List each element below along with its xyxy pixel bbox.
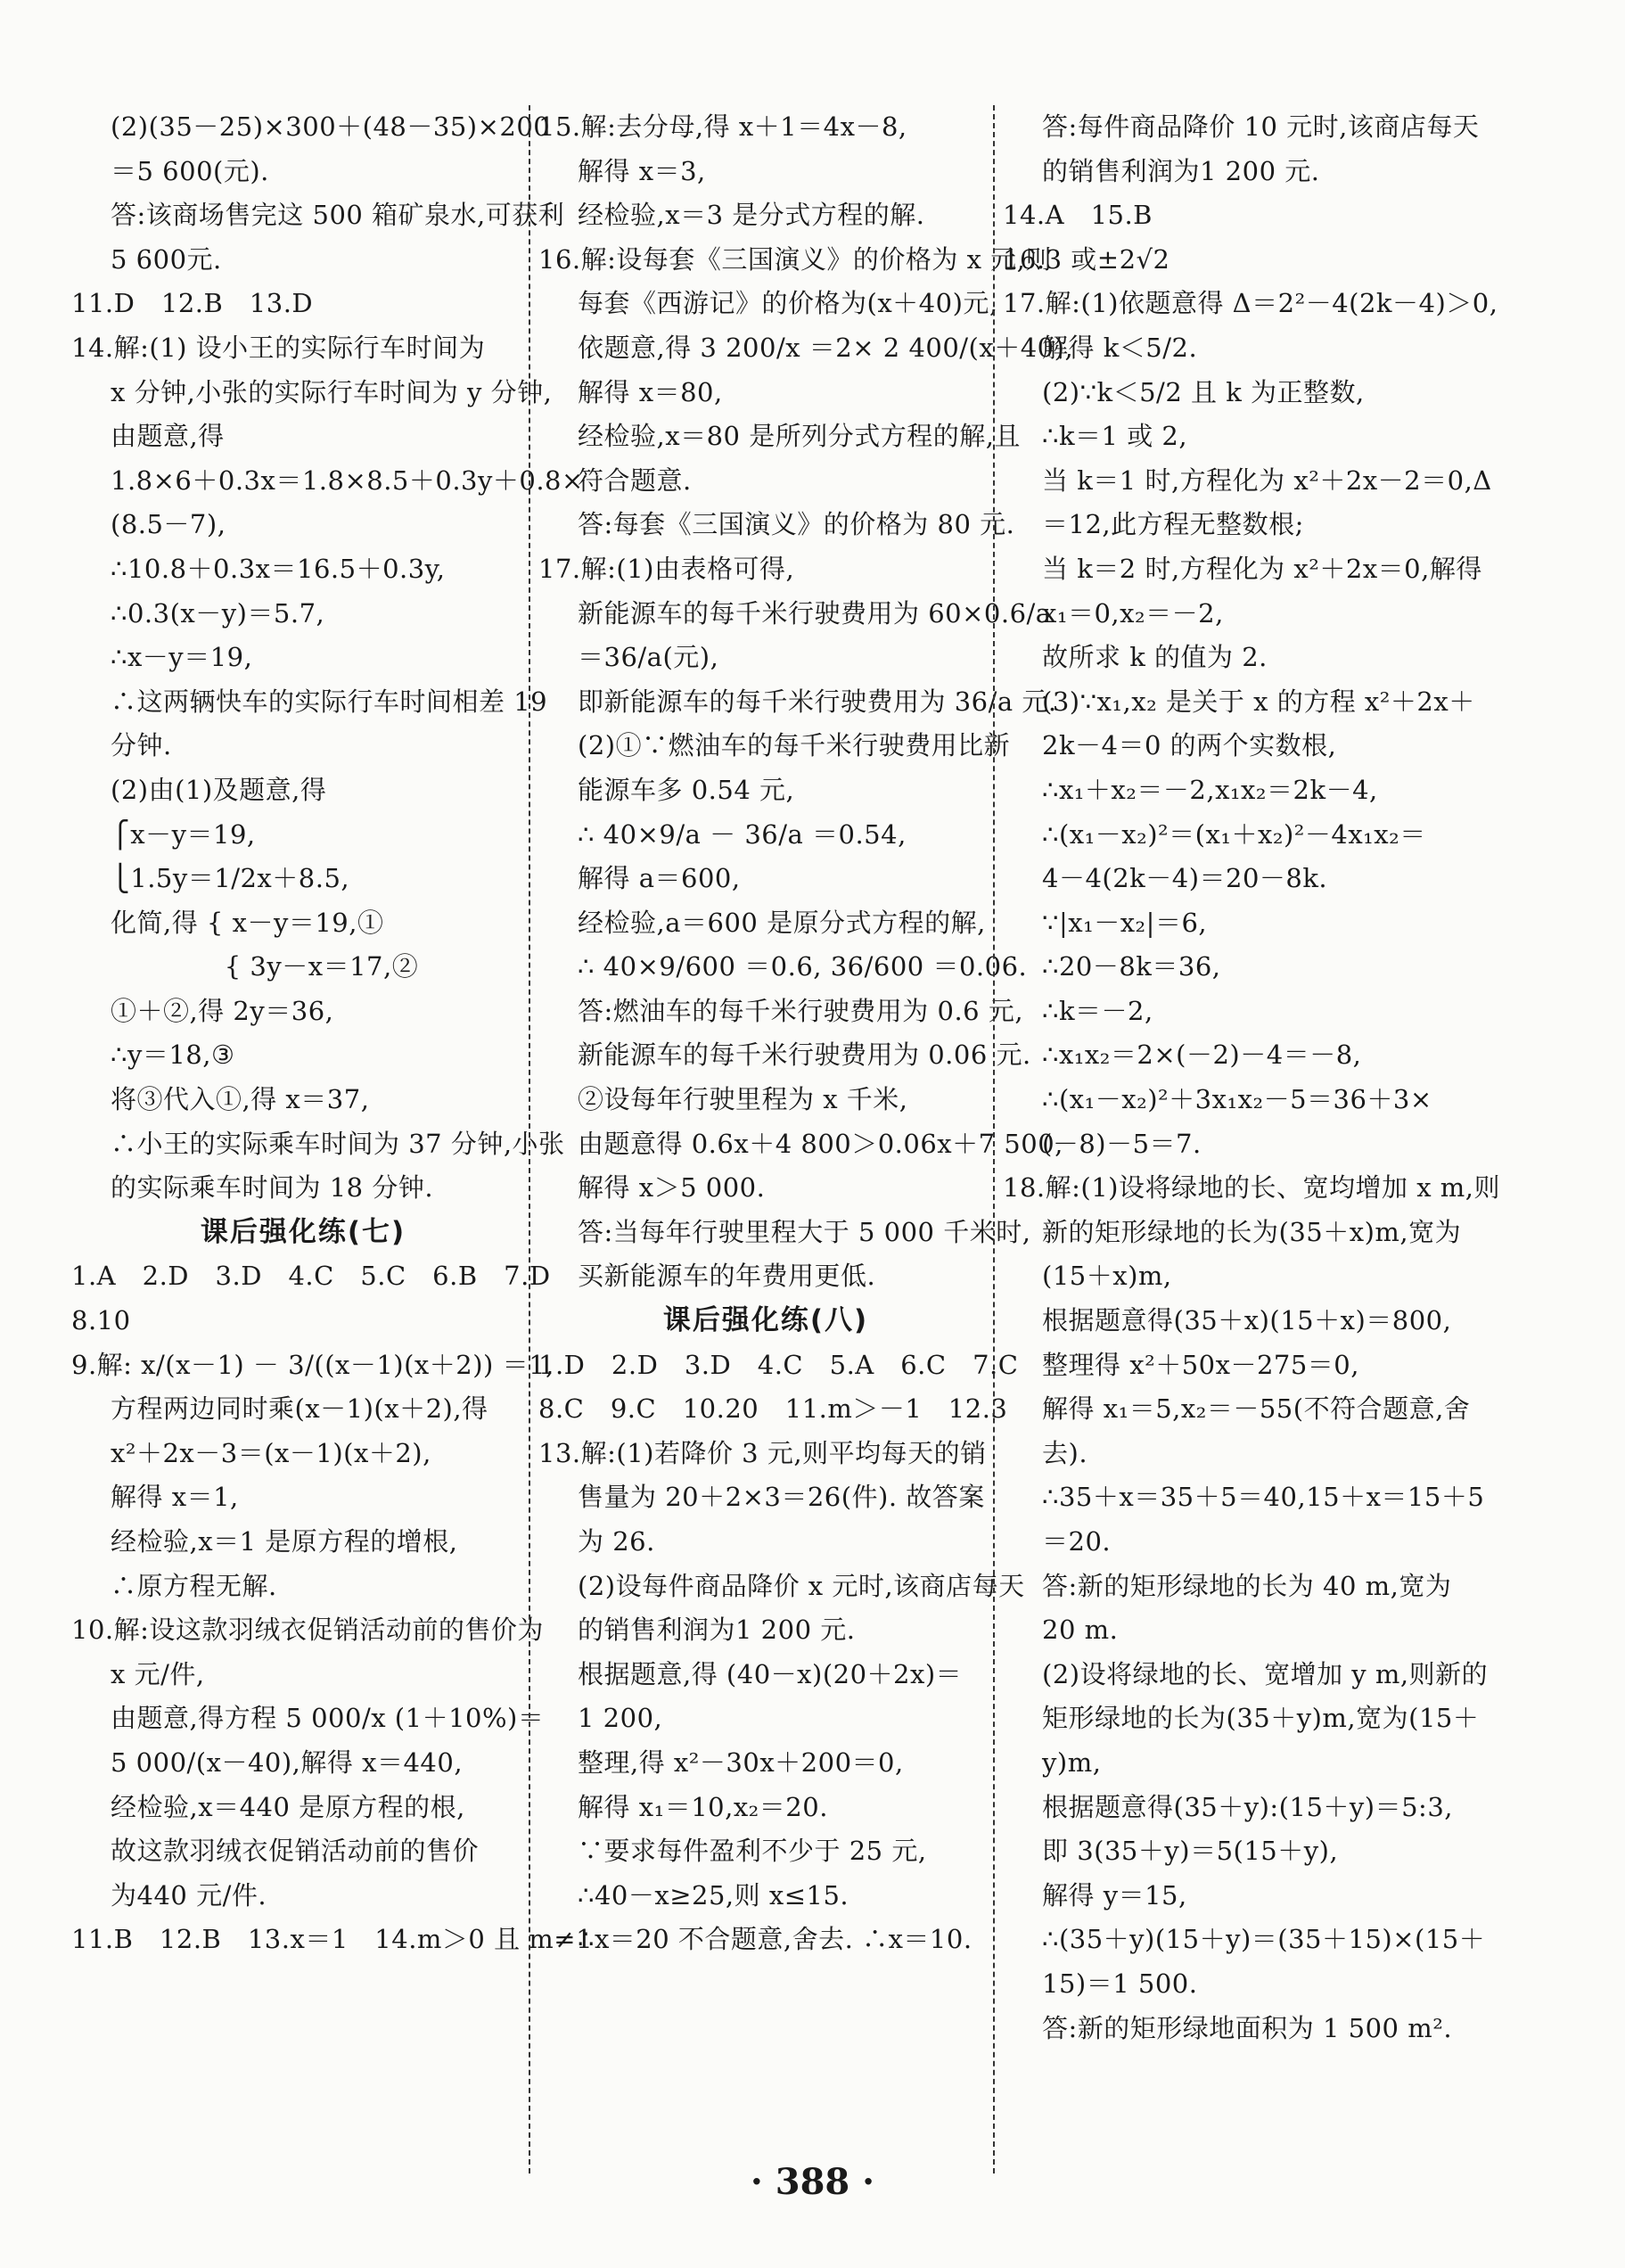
text-line: ＝12,此方程无整数根;	[1042, 509, 1304, 540]
text-line: 17.解:(1)由表格可得,	[538, 553, 795, 584]
text-line: 答:每套《三国演义》的价格为 80 元.	[578, 509, 1015, 540]
text-line: ∴k＝－2,	[1042, 995, 1153, 1026]
text-line: 矩形绿地的长为(35＋y)m,宽为(15＋	[1042, 1703, 1480, 1734]
text-line: 解得 x＝80,	[578, 376, 723, 407]
text-line: 由题意,得	[111, 421, 225, 452]
text-line: 15)＝1 500.	[1042, 1968, 1198, 1999]
text-line: x²＋2x－3＝(x－1)(x＋2),	[111, 1437, 431, 1468]
text-line: 解得 a＝600,	[578, 863, 741, 894]
text-line: (2)设每件商品降价 x 元时,该商店每天	[578, 1570, 1025, 1601]
text-line: 1.D 2.D 3.D 4.C 5.A 6.C 7.C	[538, 1349, 1019, 1380]
text-line: ∴小王的实际乘车时间为 37 分钟,小张	[111, 1128, 565, 1159]
text-line: y)m,	[1042, 1746, 1102, 1778]
text-line: 新能源车的每千米行驶费用为 60×0.6/a	[578, 597, 1052, 629]
text-line: 由题意得 0.6x＋4 800＞0.06x＋7 500,	[578, 1128, 1063, 1159]
text-line: (2)由(1)及题意,得	[111, 774, 327, 805]
text-line: ∴(35＋y)(15＋y)＝(35＋15)×(15＋	[1042, 1924, 1486, 1955]
text-line: 答:新的矩形绿地的长为 40 m,宽为	[1042, 1570, 1452, 1601]
text-line: ＝36/a(元),	[578, 642, 719, 673]
text-line: ∵要求每件盈利不少于 25 元,	[578, 1836, 927, 1867]
text-line: 将③代入①,得 x＝37,	[111, 1084, 370, 1115]
text-line: 为440 元/件.	[111, 1879, 267, 1911]
text-line: x₁＝0,x₂＝－2,	[1042, 597, 1224, 629]
text-line: (2)设将绿地的长、宽增加 y m,则新的	[1042, 1658, 1489, 1689]
text-line: 1.A 2.D 3.D 4.C 5.C 6.B 7.D	[71, 1261, 551, 1292]
text-line: ∴0.3(x－y)＝5.7,	[111, 597, 325, 629]
text-line: ∴这两辆快车的实际行车时间相差 19	[111, 686, 548, 717]
text-line: (2)①∵燃油车的每千米行驶费用比新	[578, 730, 1011, 761]
text-line: 方程两边同时乘(x－1)(x＋2),得	[111, 1393, 488, 1425]
text-line: 每套《西游记》的价格为(x＋40)元,	[578, 288, 998, 319]
text-line: ∴k＝1 或 2,	[1042, 421, 1188, 452]
section-heading: 课后强化练(七)	[200, 1215, 406, 1248]
text-line: (3)∵x₁,x₂ 是关于 x 的方程 x²＋2x＋	[1042, 686, 1475, 717]
text-line: ∴20－8k＝36,	[1042, 951, 1221, 982]
text-line: 的销售利润为1 200 元.	[578, 1615, 856, 1646]
text-line: ∴(x₁－x₂)²＝(x₁＋x₂)²－4x₁x₂＝	[1042, 818, 1426, 850]
text-line: 故这款羽绒衣促销活动前的售价	[111, 1836, 480, 1867]
text-line: ＝20.	[1042, 1526, 1112, 1557]
text-line: 4－4(2k－4)＝20－8k.	[1042, 863, 1328, 894]
text-line: ＝5 600(元).	[111, 155, 269, 186]
text-line: 解得 x＞5 000.	[578, 1172, 766, 1204]
text-line: 16.解:设每套《三国演义》的价格为 x 元,则	[538, 243, 1052, 275]
text-line: 解得 y＝15,	[1042, 1879, 1187, 1911]
text-line: 分钟.	[111, 730, 172, 761]
text-line: 解得 x＝1,	[111, 1482, 239, 1513]
text-line: 根据题意得(35＋x)(15＋x)＝800,	[1042, 1305, 1452, 1336]
text-line: 8.C 9.C 10.20 11.m＞－1 12.3	[538, 1393, 1008, 1425]
text-line: 1 200,	[578, 1703, 663, 1734]
page-number: · 388 ·	[750, 2161, 875, 2203]
text-line: (15＋x)m,	[1042, 1261, 1172, 1292]
text-line: 由题意,得方程 5 000/x (1＋10%)＝	[111, 1703, 545, 1734]
text-line: ∴x₁x₂＝2×(－2)－4＝－8,	[1042, 1040, 1362, 1071]
text-line: 根据题意,得 (40－x)(20＋2x)＝	[578, 1658, 963, 1689]
text-line: (2)(35－25)×300＋(48－35)×200	[111, 111, 551, 142]
text-line: 买新能源车的年费用更低.	[578, 1261, 876, 1292]
text-line: x 分钟,小张的实际行车时间为 y 分钟,	[111, 376, 553, 407]
text-line: 去).	[1042, 1437, 1088, 1468]
text-line: 的实际乘车时间为 18 分钟.	[111, 1172, 434, 1204]
text-line: ∴x－y＝19,	[111, 642, 253, 673]
text-line: 经检验,x＝80 是所列分式方程的解,且	[578, 421, 1021, 452]
text-line: (－8)－5＝7.	[1042, 1128, 1202, 1159]
text-line: 10.解:设这款羽绒衣促销活动前的售价为	[71, 1615, 544, 1646]
text-line: 答:每件商品降价 10 元时,该商店每天	[1042, 111, 1480, 142]
text-line: 故所求 k 的值为 2.	[1042, 642, 1268, 673]
text-line: 整理得 x²＋50x－275＝0,	[1042, 1349, 1359, 1380]
text-line: 答:燃油车的每千米行驶费用为 0.6 元,	[578, 995, 1024, 1026]
text-line: 16.3 或±2√2	[1003, 243, 1170, 275]
text-line: 13.解:(1)若降价 3 元,则平均每天的销	[538, 1437, 987, 1468]
text-line: 售量为 20＋2×3＝26(件). 故答案	[578, 1482, 985, 1513]
text-line: 18.解:(1)设将绿地的长、宽均增加 x m,则	[1003, 1172, 1500, 1204]
text-line: 解得 x₁＝5,x₂＝－55(不符合题意,舍	[1042, 1393, 1471, 1425]
text-line: 新的矩形绿地的长为(35＋x)m,宽为	[1042, 1216, 1462, 1247]
text-line: 即新能源车的每千米行驶费用为 36/a 元.	[578, 686, 1057, 717]
text-line: 答:新的矩形绿地面积为 1 500 m².	[1042, 2012, 1453, 2043]
text-line: x 元/件,	[111, 1658, 205, 1689]
text-line: ∴40－x≥25,则 x≤15.	[578, 1879, 849, 1911]
text-line: ∴35＋x＝35＋5＝40,15＋x＝15＋5	[1042, 1482, 1485, 1513]
section-heading: 课后强化练(八)	[662, 1304, 869, 1337]
column-left	[71, 105, 594, 2227]
text-line: { 3y－x＝17,②	[111, 951, 419, 982]
text-line: 能源车多 0.54 元,	[578, 774, 795, 805]
text-line: 1.8×6＋0.3x＝1.8×8.5＋0.3y＋0.8×	[111, 464, 584, 496]
text-line: ∴y＝18,③	[111, 1040, 235, 1071]
text-line: 依题意,得 3 200/x ＝2× 2 400/(x＋40),	[578, 332, 1074, 363]
text-line: 经检验,x＝440 是原方程的根,	[111, 1791, 465, 1822]
text-line: (2)∵k＜5/2 且 k 为正整数,	[1042, 376, 1365, 407]
text-line: 当 k＝2 时,方程化为 x²＋2x＝0,解得	[1042, 553, 1482, 584]
text-line: 5 000/(x－40),解得 x＝440,	[111, 1746, 464, 1778]
text-line: 经检验,x＝1 是原方程的增根,	[111, 1526, 458, 1557]
text-line: ∴10.8＋0.3x＝16.5＋0.3y,	[111, 553, 446, 584]
text-line: 14.A 15.B	[1003, 200, 1153, 231]
column-divider	[529, 105, 530, 2174]
text-line: 17.解:(1)依题意得 Δ＝2²－4(2k－4)＞0,	[1003, 288, 1498, 319]
text-line: ∴x₁＋x₂＝－2,x₁x₂＝2k－4,	[1042, 774, 1378, 805]
text-line: 解得 x₁＝10,x₂＝20.	[578, 1791, 828, 1822]
text-line: 解得 x＝3,	[578, 155, 706, 186]
text-line: ∴(x₁－x₂)²＋3x₁x₂－5＝36＋3×	[1042, 1084, 1432, 1115]
text-line: 整理,得 x²－30x＋200＝0,	[578, 1746, 904, 1778]
column-divider	[993, 105, 995, 2174]
text-line: 新能源车的每千米行驶费用为 0.06 元.	[578, 1040, 1031, 1071]
text-line: 经检验,a＝600 是原分式方程的解,	[578, 907, 986, 938]
text-line: ∴ 40×9/a － 36/a ＝0.54,	[578, 818, 907, 850]
text-line: ⎧x－y＝19,	[111, 818, 256, 850]
text-line: 11.D 12.B 13.D	[71, 288, 314, 319]
text-line: 的销售利润为1 200 元.	[1042, 155, 1320, 186]
column-right	[1003, 105, 1500, 2227]
text-line: ①＋②,得 2y＝36,	[111, 995, 334, 1026]
text-line: 解得 k＜5/2.	[1042, 332, 1198, 363]
text-line: 15.解:去分母,得 x＋1＝4x－8,	[538, 111, 907, 142]
text-line: 5 600元.	[111, 243, 222, 275]
text-line: 2k－4＝0 的两个实数根,	[1042, 730, 1337, 761]
text-line: 即 3(35＋y)＝5(15＋y),	[1042, 1836, 1339, 1867]
text-line: (8.5－7),	[111, 509, 226, 540]
text-line: ∴x＝20 不合题意,舍去. ∴x＝10.	[578, 1924, 973, 1955]
text-line: 根据题意得(35＋y):(15＋y)＝5:3,	[1042, 1791, 1453, 1822]
text-line: ②设每年行驶里程为 x 千米,	[578, 1084, 908, 1115]
text-line: 经检验,x＝3 是分式方程的解.	[578, 200, 925, 231]
text-line: 当 k＝1 时,方程化为 x²＋2x－2＝0,Δ	[1042, 464, 1492, 496]
text-line: ∵|x₁－x₂|＝6,	[1042, 907, 1208, 938]
text-line: 14.解:(1) 设小王的实际行车时间为	[71, 332, 486, 363]
text-line: 化简,得 { x－y＝19,①	[111, 907, 384, 938]
text-line: 8.10	[71, 1305, 131, 1336]
text-line: ⎩1.5y＝1/2x＋8.5,	[111, 863, 350, 894]
text-line: 符合题意.	[578, 464, 692, 496]
text-line: 11.B 12.B 13.x＝1 14.m＞0 且 m≠1	[71, 1924, 594, 1955]
text-line: 答:该商场售完这 500 箱矿泉水,可获利	[111, 200, 565, 231]
text-line: 答:当每年行驶里程大于 5 000 千米时,	[578, 1216, 1031, 1247]
text-line: 9.解: x/(x－1) － 3/((x－1)(x＋2)) ＝1,	[71, 1349, 554, 1380]
text-line: 20 m.	[1042, 1615, 1119, 1646]
text-line: 为 26.	[578, 1526, 655, 1557]
text-line: ∴原方程无解.	[111, 1570, 277, 1601]
text-line: ∴ 40×9/600 ＝0.6, 36/600 ＝0.06.	[578, 951, 1028, 982]
